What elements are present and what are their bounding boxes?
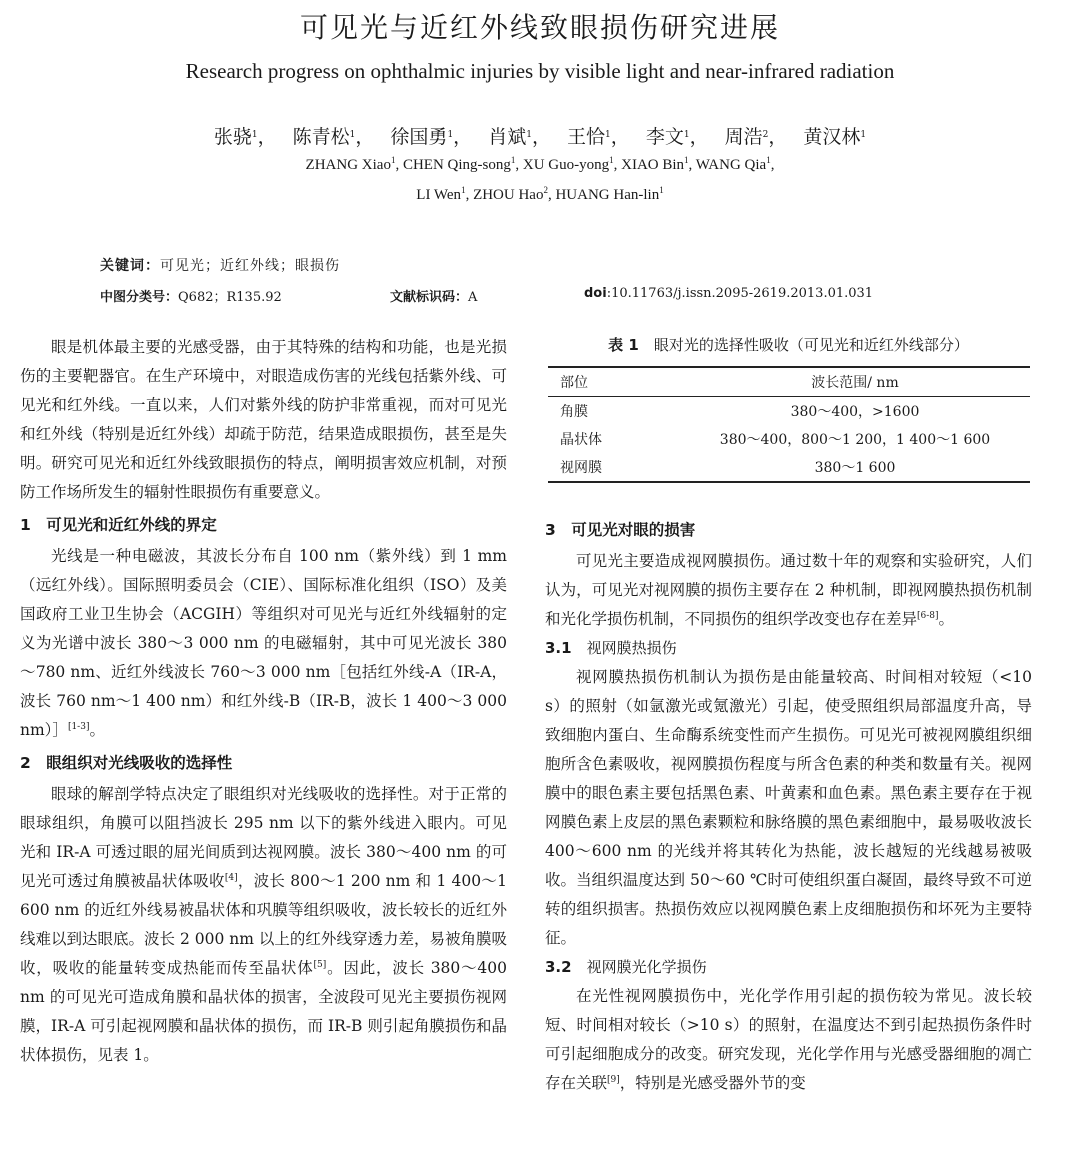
- doi: [584, 286, 873, 301]
- author-affiliation: 1: [251, 130, 258, 140]
- keywords-label: 关键词：: [100, 258, 160, 274]
- author-affiliation: 1: [510, 155, 516, 165]
- author-affiliation: 1: [684, 155, 689, 165]
- author-affiliation: 1: [349, 130, 356, 140]
- author-name: 肖斌: [488, 126, 527, 148]
- right-column: [545, 512, 1032, 1098]
- author-affiliation: 2: [762, 130, 769, 140]
- section-3-heading: 3 可见光对眼的损害: [545, 521, 696, 539]
- author-list-cn: 张骁$^1$， 陈青松$^1$， 徐国勇$^1$， 肖斌$^1$， 王恰$^1$， 李文$^1$， 周浩$^2$， 黄汉林$^1$: [213, 126, 867, 148]
- table-cell: 晶状体: [560, 432, 602, 448]
- author-name: 徐国勇: [390, 126, 448, 148]
- author-affiliation: 1: [605, 130, 611, 140]
- table-cell: 380～1 600: [680, 453, 1030, 482]
- document-code: [390, 286, 477, 305]
- doc-code-value: A: [468, 290, 478, 305]
- section-3-2-heading: 3.2 视网膜光化学损伤: [545, 958, 707, 976]
- table-header-cell: 波长范围/ nm: [680, 367, 1030, 397]
- citation: [9]: [607, 1075, 620, 1085]
- author-affiliation: 1: [447, 130, 454, 140]
- citation: [6-8]: [917, 611, 939, 621]
- author-name: XIAO Bin: [621, 157, 685, 173]
- author-name: XU Guo-yong: [522, 157, 610, 173]
- table-1-label: 表 1: [608, 336, 639, 354]
- doi-value: :10.11763/j.issn.2095-2619.2013.01.031: [606, 286, 874, 301]
- author-affiliation: 1: [659, 185, 664, 195]
- table-cell: 380～400，>1600: [790, 404, 920, 420]
- author-affiliation: 1: [860, 130, 867, 140]
- table-1: [548, 366, 1030, 483]
- author-name: 张骁: [213, 126, 252, 148]
- section-1-paragraph: 光线是一种电磁波，其波长分布自 100 nm（紫外线）到 1 mm（远红外线）。国际照明委员会（CIE）、国际标准化组织（ISO）及美国政府工业卫生协会（ACGIH）等组织对可见光与近红外线辐射的定义为光谱中波长 380～3 000 nm 的电磁辐射，其中可见光波长 380～780 nm、近红外线波长 760～3 000 nm［包括红外线-A（IR-A，波长 760 nm～1 400 nm）和红外线-B（IR-B，波长 1 400～3 000 nm）］[1-3]。: [20, 547, 507, 739]
- table-row: [548, 425, 1030, 453]
- table-row: [548, 397, 1030, 426]
- section-3-1-paragraph: 视网膜热损伤机制认为损伤是由能量较高、时间相对较短（<10 s）的照射（如氩激光或氪激光）引起，使受照组织局部温度升高，导致细胞内蛋白、生命酶系统变性而产生损伤。可见光可被视网膜组织细胞所含色素吸收，视网膜损伤程度与所含色素的种类和数量有关。视网膜中的眼色素主要包括黑色素、叶黄素和血色素。黑色素主要存在于视网膜色素上皮层的黑色素颗粒和脉络膜的黑色素细胞中，最易吸收波长 400～600 nm 的光线并将其转化为热能，波长越短的光线越易被吸收。当组织温度达到 50～60 ℃时可使组织蛋白凝固，最终导致不可逆转的组织损害。热损伤效应以视网膜色素上皮细胞损伤和坏死为主要特征。: [545, 668, 1032, 947]
- citation: [5]: [313, 960, 327, 970]
- section-3-2-paragraph: 在光性视网膜损伤中，光化学作用引起的损伤较为常见。波长较短、时间相对较长（>10 s）的照射，在温度达不到引起热损伤条件时可引起细胞成分的改变。研究发现，光化学作用与光感受器细胞的凋亡存在关联[9]，特别是光感受器外节的变: [545, 987, 1032, 1092]
- author-name: 李文: [645, 126, 684, 148]
- section-2-heading: 2 眼组织对光线吸收的选择性: [20, 754, 233, 772]
- author-name: WANG Qia: [695, 157, 767, 173]
- author-name: 王恰: [567, 126, 606, 148]
- author-name: ZHOU Hao: [473, 187, 544, 203]
- doc-code-label: 文献标识码：: [390, 290, 469, 305]
- author-list-en-line2: LI Wen$^1$, ZHOU Hao$^2$, HUANG Han-lin$^1$: [416, 185, 664, 203]
- author-list-en-line1: ZHANG Xiao$^1$, CHEN Qing-song$^1$, XU Guo-yong$^1$, XIAO Bin$^1$, WANG Qia$^1$,: [305, 155, 775, 173]
- citation: [4]: [224, 873, 238, 883]
- table-1-title: 眼对光的选择性吸收（可见光和近红外线部分）: [653, 336, 969, 354]
- citation: [1-3]: [67, 722, 90, 732]
- clc-number: [100, 286, 282, 305]
- doi-label: doi: [584, 286, 607, 301]
- section-3-paragraph: 可见光主要造成视网膜损伤。通过数十年的观察和实验研究，人们认为，可见光对视网膜的损伤主要存在 2 种机制，即视网膜热损伤机制和光化学损伤机制，不同损伤的组织学改变也存在差异[6-8]。: [545, 552, 1032, 628]
- author-name: LI Wen: [416, 187, 462, 203]
- section-3-1-heading: 3.1 视网膜热损伤: [545, 639, 677, 657]
- author-affiliation: 1: [609, 155, 614, 165]
- table-cell: 角膜: [560, 404, 588, 420]
- author-affiliation: 2: [543, 185, 548, 195]
- intro-paragraph: 眼是机体最主要的光感受器，由于其特殊的结构和功能，也是光损伤的主要靶器官。在生产环境中，对眼造成伤害的光线包括紫外线、可见光和红外线。一直以来，人们对紫外线的防护非常重视，而对可见光和红外线（特别是近红外线）却疏于防范，结果造成眼损伤，甚至是失明。研究可见光和近红外线致眼损伤的特点，阐明损害效应机制，对预防工作场所发生的辐射性眼损伤有重要意义。: [20, 338, 507, 501]
- author-affiliation: 1: [461, 185, 466, 195]
- author-affiliation: 1: [390, 155, 396, 165]
- table-1-caption: [545, 334, 1032, 355]
- table-header-cell: 部位: [548, 367, 680, 397]
- left-column: [20, 333, 507, 1070]
- section-1-heading: 1 可见光和近红外线的界定: [20, 516, 217, 534]
- author-name: 陈青松: [292, 126, 350, 148]
- author-affiliation: 1: [683, 130, 690, 140]
- section-2-paragraph: 眼球的解剖学特点决定了眼组织对光线吸收的选择性。对于正常的眼球组织，角膜可以阻挡波长 295 nm 以下的紫外线进入眼内。可见光和 IR-A 可透过眼的屈光间质到达视网膜。波长 380～400 nm 的可见光可透过角膜被晶状体吸收[4]，波长 800～1 200 nm 和 1 400～1 600 nm 的近红外线易被晶状体和巩膜等组织吸收，波长较长的近红外线难以到达眼底。波长 2 000 nm 以上的红外线穿透力差，易被角膜吸收，吸收的能量转变成热能而传至晶状体[5]。因此，波长 380～400 nm 的可见光可造成角膜和晶状体的损害，全波段可见光主要损伤视网膜，IR-A 可引起视网膜和晶状体的损伤，而 IR-B 则引起角膜损伤和晶状体损伤，见表 1。: [20, 785, 507, 1064]
- article-title-en: Research progress on ophthalmic injuries by visible light and near-infrared radiation: [185, 59, 895, 83]
- keywords: [100, 255, 340, 275]
- author-name: 周浩: [724, 126, 763, 148]
- clc-label: 中图分类号：: [100, 290, 179, 305]
- article-title-cn: 可见光与近红外线致眼损伤研究进展: [299, 11, 780, 44]
- table-cell: 视网膜: [548, 453, 680, 482]
- author-name: ZHANG Xiao: [305, 157, 391, 173]
- author-name: CHEN Qing-song: [402, 157, 511, 173]
- author-affiliation: 1: [526, 130, 532, 140]
- keywords-value: 可见光；近红外线；眼损伤: [160, 258, 340, 274]
- author-affiliation: 1: [766, 155, 771, 165]
- table-row: [548, 453, 1030, 482]
- table-cell: 380～400，800～1 200，1 400～1 600: [719, 432, 991, 448]
- author-name: 黄汉林: [803, 126, 861, 148]
- clc-value: Q682；R135.92: [178, 290, 282, 305]
- author-name: HUANG Han-lin: [555, 187, 660, 203]
